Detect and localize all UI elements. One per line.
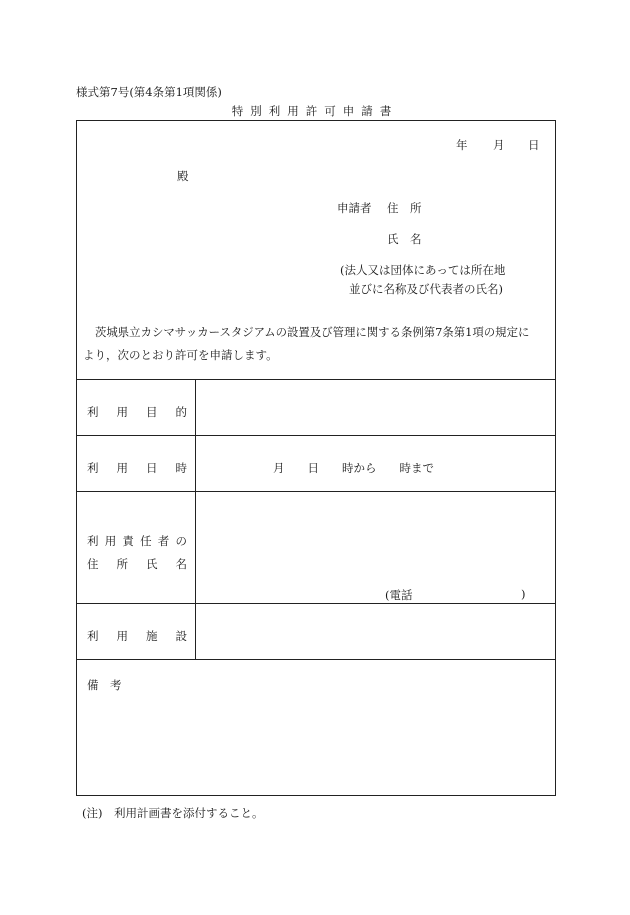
applicant-note-line1: (法人又は団体にあっては所在地 — [340, 263, 506, 277]
applicant-label: 申請者 — [337, 201, 372, 215]
applicant-address-label: 住 所 — [387, 201, 422, 215]
applicant-name-label: 氏 名 — [387, 232, 422, 246]
label-datetime: 利 用 日 時 — [87, 461, 187, 475]
application-form-table — [76, 120, 556, 796]
label-purpose: 利 用 目 的 — [87, 405, 187, 419]
body-text-line1: 茨城県立カシマサッカースタジアムの設置及び管理に関する条例第7条第1項の規定に — [95, 325, 530, 339]
label-facility: 利 用 施 設 — [87, 629, 187, 643]
date-year: 年 — [456, 138, 468, 152]
body-text-line2: より，次のとおり許可を申請します。 — [83, 348, 278, 362]
form-title: 特別利用許可申請書 — [231, 104, 399, 118]
date-month: 月 — [493, 138, 505, 152]
applicant-note-line2: 並びに名称及び代表者の氏名) — [349, 282, 503, 296]
phone-open: (電話 — [385, 588, 413, 602]
label-responsible-line1: 利 用 責 任 者 の — [87, 534, 187, 548]
footnote: (注) 利用計画書を添付すること。 — [82, 806, 264, 820]
label-responsible-line2: 住 所 氏 名 — [87, 557, 187, 571]
datetime-value: 月 日 時から 時まで — [273, 461, 434, 475]
addressee-suffix: 殿 — [177, 169, 189, 183]
date-day: 日 — [528, 138, 540, 152]
phone-close: ) — [521, 587, 526, 601]
form-number: 様式第7号(第4条第1項関係) — [76, 85, 222, 99]
label-remarks: 備 考 — [87, 678, 122, 692]
